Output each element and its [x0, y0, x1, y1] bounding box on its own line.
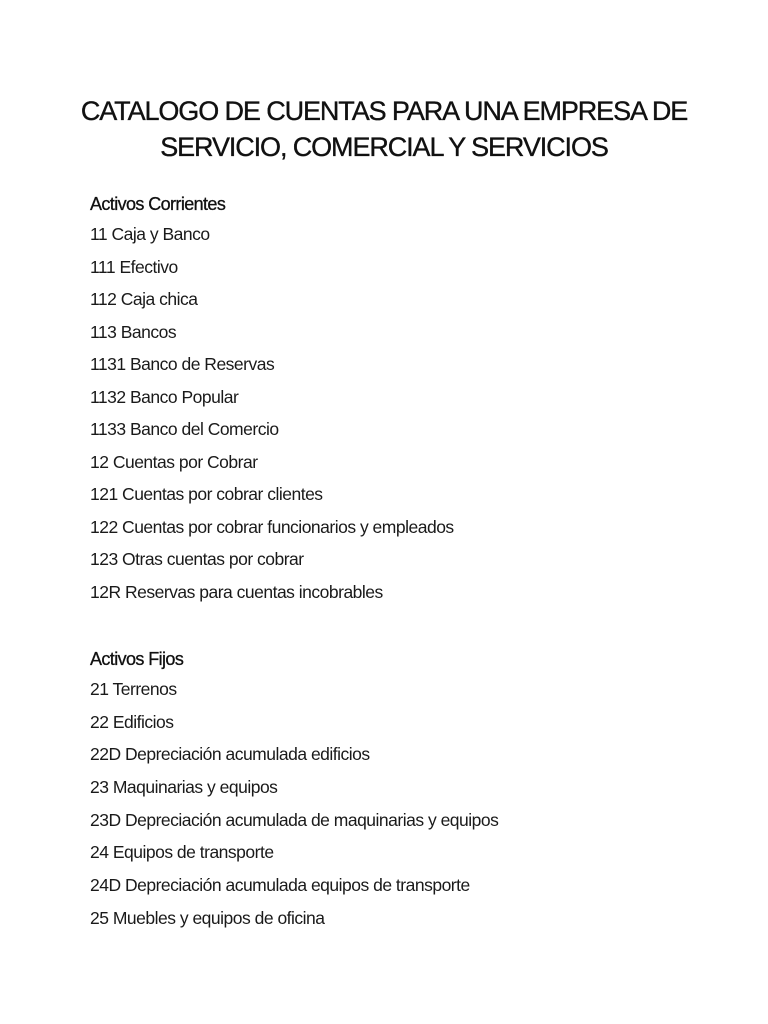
account-item: 23D Depreciación acumulada de maquinarias y equipos	[90, 809, 499, 830]
account-item: 111 Efectivo	[90, 256, 178, 277]
section-heading: Activos Fijos	[90, 649, 184, 669]
account-list	[90, 218, 690, 608]
account-item: 113 Bancos	[90, 321, 177, 342]
account-item: 21 Terrenos	[90, 679, 177, 699]
account-list	[90, 673, 690, 935]
page-title	[60, 93, 708, 165]
section-activos-fijos	[90, 645, 690, 935]
title-line-2: SERVICIO, COMERCIAL Y SERVICIOS	[160, 132, 608, 162]
account-item: 24D Depreciación acumulada equipos de transporte	[90, 875, 470, 896]
section-heading: Activos Corrientes	[90, 194, 226, 214]
account-item: 121 Cuentas por cobrar clientes	[90, 484, 323, 504]
section-activos-corrientes	[90, 190, 690, 608]
account-item: 23 Maquinarias y equipos	[90, 777, 278, 798]
account-item: 12 Cuentas por Cobrar	[90, 451, 258, 472]
account-item: 123 Otras cuentas por cobrar	[90, 549, 304, 569]
account-item: 22D Depreciación acumulada edificios	[90, 744, 370, 765]
account-item: 122 Cuentas por cobrar funcionarios y empleados	[90, 516, 454, 537]
account-item: 12R Reservas para cuentas incobrables	[90, 581, 383, 602]
account-item: 25 Muebles y equipos de oficina	[90, 907, 325, 928]
account-item: 1131 Banco de Reservas	[90, 354, 275, 374]
title-line-1: CATALOGO DE CUENTAS PARA UNA EMPRESA DE	[80, 96, 688, 126]
account-item: 112 Caja chica	[90, 289, 198, 309]
account-item: 1133 Banco del Comercio	[90, 419, 279, 439]
account-item: 22 Edificios	[90, 711, 174, 732]
account-item: 11 Caja y Banco	[90, 224, 210, 244]
account-item: 24 Equipos de transporte	[90, 842, 274, 863]
account-item: 1132 Banco Popular	[90, 386, 239, 407]
